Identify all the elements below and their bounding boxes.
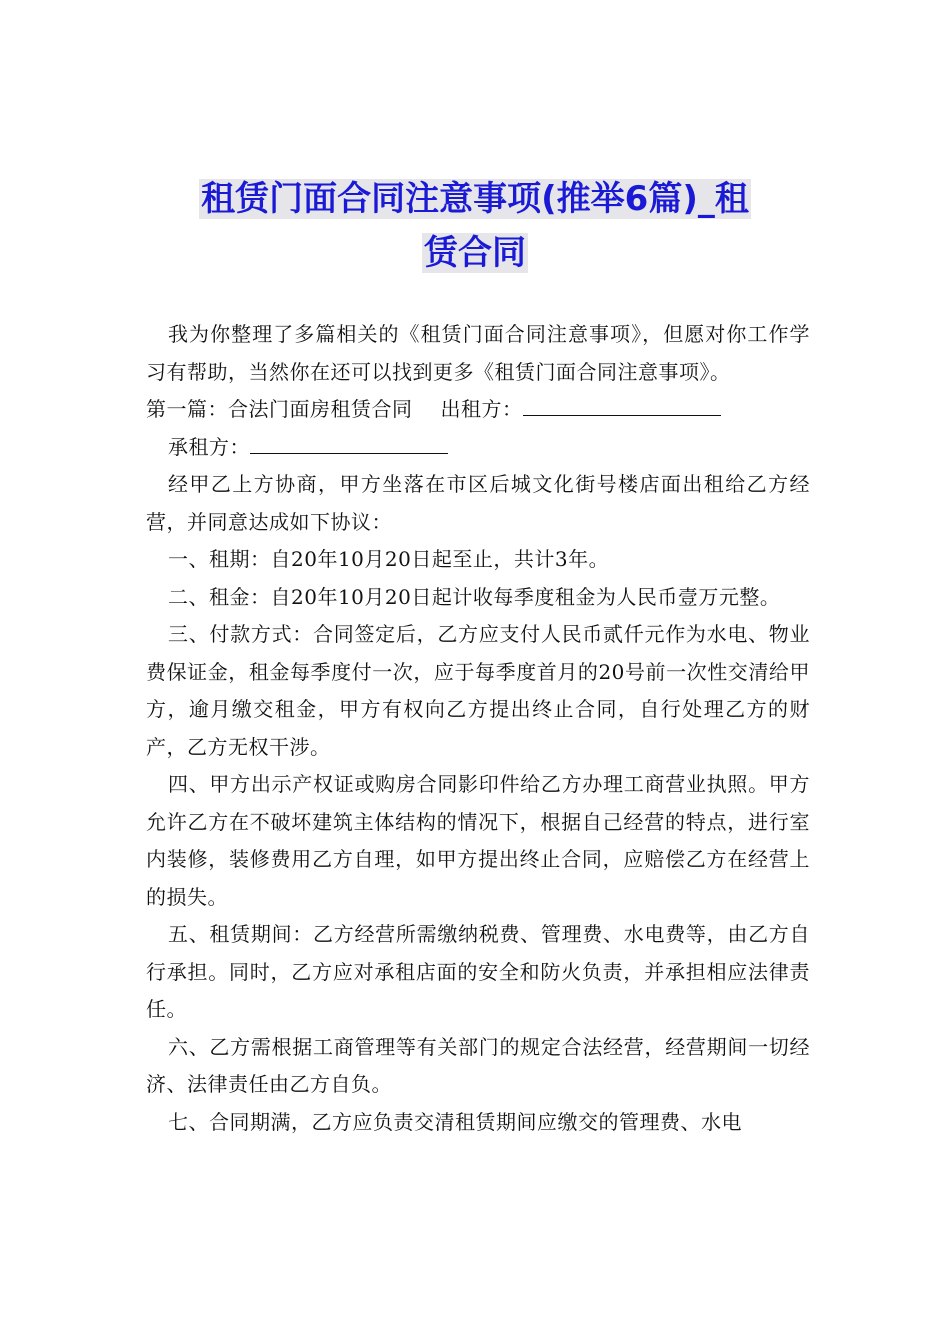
lessee-blank [250, 433, 448, 454]
clause-7: 七、合同期满，乙方应负责交清租赁期间应缴交的管理费、水电 [168, 1109, 742, 1134]
clause-2: 二、租金：自20年10月20日起计收每季度租金为人民币壹万元整。 [168, 584, 781, 609]
agreement-paragraph: 经甲乙上方协商，甲方坐落在市区后城文化街号楼店面出租给乙方经营，并同意达成如下协议： [146, 472, 810, 534]
lessor-blank [523, 395, 721, 416]
title-line-1: 租赁门面合同注意事项(推举6篇)_租 [201, 179, 749, 219]
document-title [0, 172, 950, 280]
clause-6: 六、乙方需根据工商管理等有关部门的规定合法经营，经营期间一切经济、法律责任由乙方自负。 [146, 1034, 810, 1096]
title-line-2: 赁合同 [424, 233, 526, 273]
clause-4: 四、甲方出示产权证或购房合同影印件给乙方办理工商营业执照。甲方允许乙方在不破坏建筑主体结构的情况下，根据自己经营的特点，进行室内装修，装修费用乙方自理，如甲方提出终止合同，应赔偿乙方在经营上的损失。 [146, 772, 810, 909]
clause-3: 三、付款方式：合同签定后，乙方应支付人民币贰仟元作为水电、物业费保证金，租金每季度付一次，应于每季度首月的20号前一次性交清给甲方，逾月缴交租金，甲方有权向乙方提出终止合同，自行处理乙方的财产，乙方无权干涉。 [146, 622, 810, 759]
clause-1: 一、租期：自20年10月20日起至止，共计3年。 [168, 547, 610, 571]
lessor-label: 出租方： [440, 397, 523, 421]
first-article-line [146, 391, 810, 429]
clause-5: 五、租赁期间：乙方经营所需缴纳税费、管理费、水电费等，由乙方自行承担。同时，乙方应对承租店面的安全和防火负责，并承担相应法律责任。 [146, 922, 810, 1021]
lessee-line [146, 429, 810, 467]
first-article-heading: 第一篇：合法门面房租赁合同 [146, 397, 413, 421]
lessee-label: 承租方： [168, 434, 250, 459]
document-body [146, 316, 810, 1141]
intro-paragraph: 我为你整理了多篇相关的《租赁门面合同注意事项》，但愿对你工作学习有帮助，当然你在还可以找到更多《租赁门面合同注意事项》。 [146, 322, 810, 384]
